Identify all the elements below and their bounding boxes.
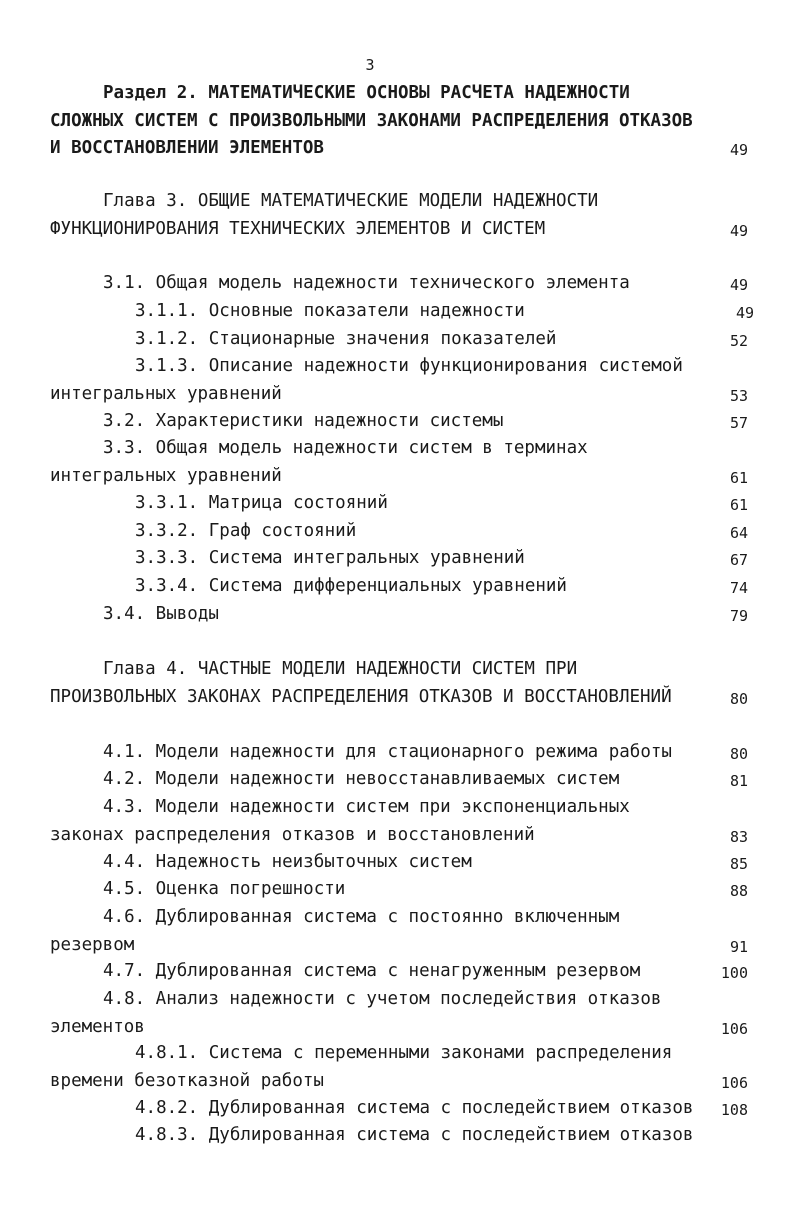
toc-page-number: 53 [729, 386, 748, 405]
toc-line: 4.8.2. Дублированная система с последействием отказов [135, 1098, 694, 1118]
toc-item-3-1-3 [0, 353, 798, 408]
toc-item-3-1-2 [0, 326, 798, 354]
toc-line: интегральных уравнений [50, 383, 282, 404]
toc-line: 3.1.3. Описание надежности функционирования системой [135, 356, 683, 376]
toc-line: 4.3. Модели надежности систем при экспоненциальных [103, 797, 630, 817]
toc-line: 3.1. Общая модель надежности технического элемента [103, 273, 630, 293]
toc-section-2 [0, 80, 798, 163]
toc-item-4-8-3 [0, 1122, 798, 1150]
toc-item-4-8 [0, 986, 798, 1041]
toc-line: 4.5. Оценка погрешности [103, 879, 346, 899]
toc-line: СЛОЖНЫХ СИСТЕМ С ПРОИЗВОЛЬНЫМИ ЗАКОНАМИ РАСПРЕДЕЛЕНИЯ ОТКАЗОВ [50, 110, 693, 131]
toc-line: И ВОССТАНОВЛЕНИИ ЭЛЕМЕНТОВ [50, 138, 324, 158]
toc-line: 3.2. Характеристики надежности системы [103, 411, 504, 431]
toc-item-4-5 [0, 876, 798, 904]
toc-line: ПРОИЗВОЛЬНЫХ ЗАКОНАХ РАСПРЕДЕЛЕНИЯ ОТКАЗОВ И ВОССТАНОВЛЕНИЙ [50, 686, 672, 707]
toc-item-4-1 [0, 739, 798, 767]
toc-line: Глава 3. ОБЩИЕ МАТЕМАТИЧЕСКИЕ МОДЕЛИ НАДЕЖНОСТИ [103, 191, 599, 211]
toc-item-3-3-3 [0, 545, 798, 573]
toc-item-3-1-1 [0, 298, 798, 326]
toc-page-number: 80 [729, 745, 748, 763]
toc-page-number: 57 [729, 414, 748, 432]
toc-line: элементов [50, 1016, 145, 1037]
toc-page-number: 67 [729, 551, 748, 569]
toc-line: 3.3. Общая модель надежности систем в терминах [103, 438, 588, 458]
toc-page-number: 108 [720, 1101, 748, 1119]
page-number: 3 [365, 56, 375, 74]
toc-page-number: 100 [720, 964, 748, 982]
toc-line: 4.1. Модели надежности для стационарного режима работы [103, 742, 672, 762]
toc-line: законах распределения отказов и восстановлений [50, 824, 535, 845]
toc-item-4-3 [0, 794, 798, 849]
toc-item-4-6 [0, 904, 798, 959]
toc-line: 4.2. Модели надежности невосстанавливаемых систем [103, 769, 620, 789]
toc-line: интегральных уравнений [50, 465, 282, 486]
toc-line: Глава 4. ЧАСТНЫЕ МОДЕЛИ НАДЕЖНОСТИ СИСТЕМ ПРИ [103, 659, 578, 679]
toc-line: 4.6. Дублированная система с постоянно включенным [103, 907, 620, 927]
toc-line: 4.4. Надежность неизбыточных систем [103, 852, 472, 872]
toc-item-3-3 [0, 435, 798, 490]
toc-line: 4.8.3. Дублированная система с последействием отказов [135, 1125, 694, 1145]
toc-page-number: 52 [729, 332, 748, 350]
toc-line: 3.4. Выводы [103, 604, 219, 624]
toc-chapter-4 [0, 656, 798, 711]
toc-line: времени безотказной работы [50, 1070, 324, 1091]
toc-item-3-3-2 [0, 518, 798, 546]
toc-line: Раздел 2. МАТЕМАТИЧЕСКИЕ ОСНОВЫ РАСЧЕТА НАДЕЖНОСТИ [103, 83, 630, 103]
toc-page-number: 91 [729, 937, 748, 956]
toc-page-number: 61 [729, 468, 748, 487]
toc-line: 3.1.2. Стационарные значения показателей [135, 329, 557, 349]
toc-item-4-2 [0, 766, 798, 794]
toc-line: 3.3.2. Граф состояний [135, 521, 357, 541]
toc-page-number: 80 [729, 689, 748, 708]
toc-line: 3.3.3. Система интегральных уравнений [135, 548, 525, 568]
toc-item-3-2 [0, 408, 798, 436]
toc-item-4-4 [0, 849, 798, 877]
toc-page-number: 83 [729, 827, 748, 846]
toc-item-3-1 [0, 270, 798, 298]
toc-page-number: 49 [729, 141, 748, 159]
toc-item-3-3-1 [0, 490, 798, 518]
toc-item-4-7 [0, 958, 798, 986]
toc-page-number: 81 [729, 772, 748, 790]
toc-line: 4.8.1. Система с переменными законами распределения [135, 1043, 673, 1063]
toc-page-number: 106 [720, 1019, 748, 1038]
toc-item-3-4 [0, 601, 798, 629]
toc-line: 3.1.1. Основные показатели надежности [135, 301, 525, 321]
toc-line: 3.3.4. Система дифференциальных уравнений [135, 576, 567, 596]
toc-page-number: 106 [720, 1073, 748, 1092]
toc-page-number: 64 [729, 524, 748, 542]
toc-page-number: 49 [729, 221, 748, 240]
toc-page-number: 49 [735, 304, 754, 322]
toc-page-number: 85 [729, 855, 748, 873]
toc-item-3-3-4 [0, 573, 798, 601]
toc-page-number: 49 [729, 276, 748, 294]
toc-line: 4.7. Дублированная система с ненагруженным резервом [103, 961, 641, 981]
toc-page-number: 79 [729, 607, 748, 625]
toc-chapter-3 [0, 188, 798, 243]
toc-item-4-8-1 [0, 1040, 798, 1095]
toc-item-4-8-2 [0, 1095, 798, 1123]
toc-line: ФУНКЦИОНИРОВАНИЯ ТЕХНИЧЕСКИХ ЭЛЕМЕНТОВ И СИСТЕМ [50, 218, 546, 239]
toc-page-number: 88 [729, 882, 748, 900]
toc-page-number: 61 [729, 496, 748, 514]
toc-line: 4.8. Анализ надежности с учетом последействия отказов [103, 989, 662, 1009]
toc-line: резервом [50, 934, 135, 955]
toc-line: 3.3.1. Матрица состояний [135, 493, 388, 513]
toc-page-number: 74 [729, 579, 748, 597]
